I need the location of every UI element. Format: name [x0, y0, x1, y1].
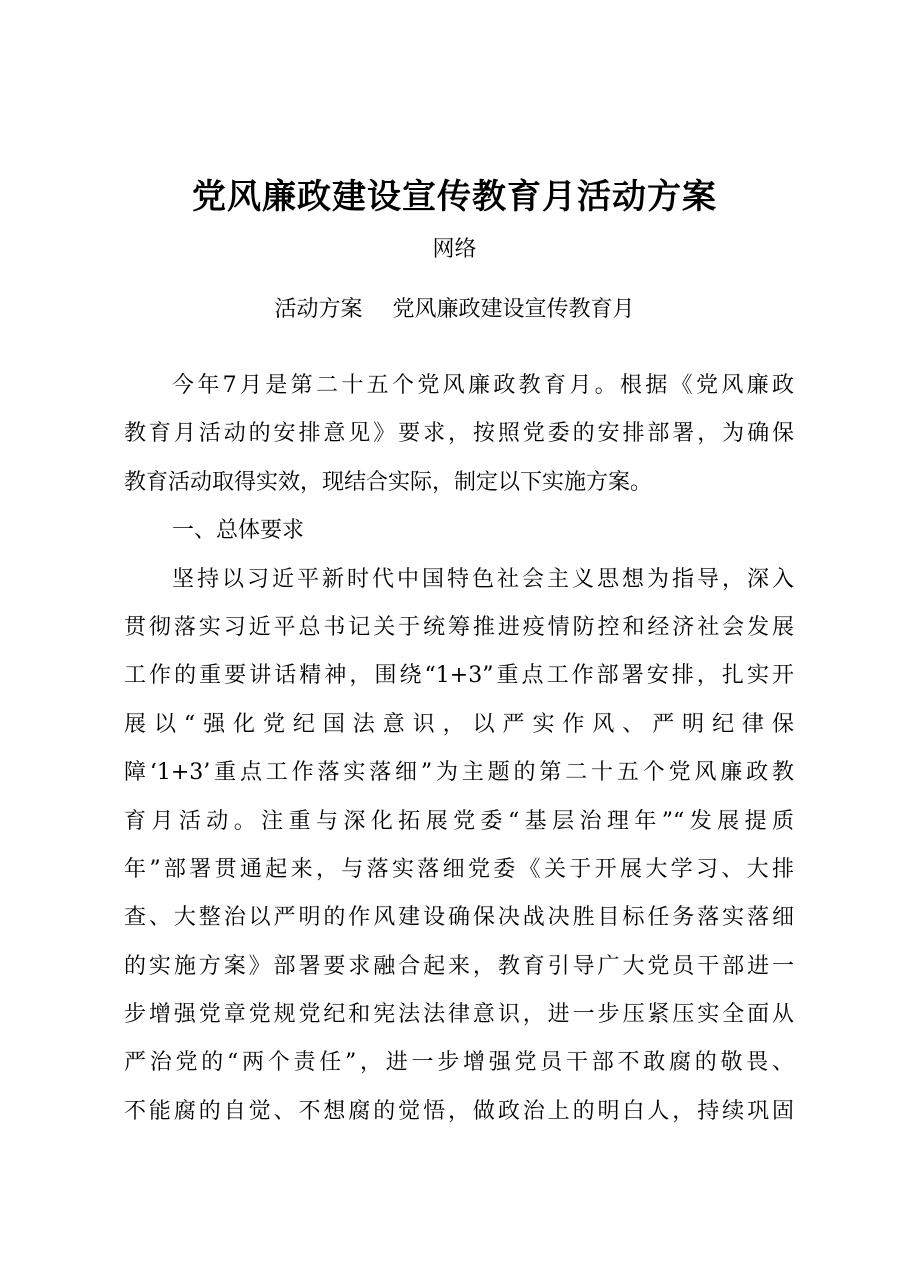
body-line: 障‘1+3’重点工作落实落细”为主题的第二十五个党风廉政教 [124, 760, 794, 786]
keyword-2: 党风廉政建设宣传教育月 [392, 297, 635, 322]
body-line: 今年7月是第二十五个党风廉政教育月。根据《党风廉政 [172, 373, 794, 398]
body-line: 步增强党章党规党纪和宪法法律意识，进一步压紧压实全面从 [124, 1002, 794, 1028]
document-body [124, 362, 794, 1136]
body-line: 的实施方案》部署要求融合起来，教育引导广大党员干部进一 [124, 953, 794, 979]
document-source: 网络 [432, 237, 477, 262]
body-line: 育月活动。注重与深化拓展党委“基层治理年”“发展提质 [124, 808, 794, 834]
body-line: 一、总体要求 [172, 518, 305, 544]
body-line: 年”部署贯通起来，与落实落细党委《关于开展大学习、大排 [124, 856, 794, 882]
document-title: 党风廉政建设宣传教育月活动方案 [192, 177, 717, 217]
body-line: 教育活动取得实效，现结合实际，制定以下实施方案。 [124, 469, 653, 495]
body-line: 查、大整治以严明的作风建设确保决战决胜目标任务落实落细 [124, 905, 794, 931]
body-line: 工作的重要讲话精神，围绕“1+3”重点工作部署安排，扎实开 [124, 663, 794, 689]
body-line: 展以“强化党纪国法意识，以严实作风、严明纪律保 [124, 711, 794, 737]
body-line: 严治党的“两个责任”，进一步增强党员干部不敢腐的敬畏、 [124, 1050, 794, 1076]
body-line: 教育月活动的安排意见》要求，按照党委的安排部署，为确保 [124, 421, 794, 447]
body-line: 不能腐的自觉、不想腐的觉悟，做政治上的明白人，持续巩固 [124, 1098, 794, 1124]
keyword-1: 活动方案 [274, 297, 363, 322]
document-keywords [0, 292, 909, 328]
body-line: 坚持以习近平新时代中国特色社会主义思想为指导，深入 [172, 566, 794, 592]
body-line: 贯彻落实习近平总书记关于统筹推进疫情防控和经济社会发展 [124, 614, 794, 640]
